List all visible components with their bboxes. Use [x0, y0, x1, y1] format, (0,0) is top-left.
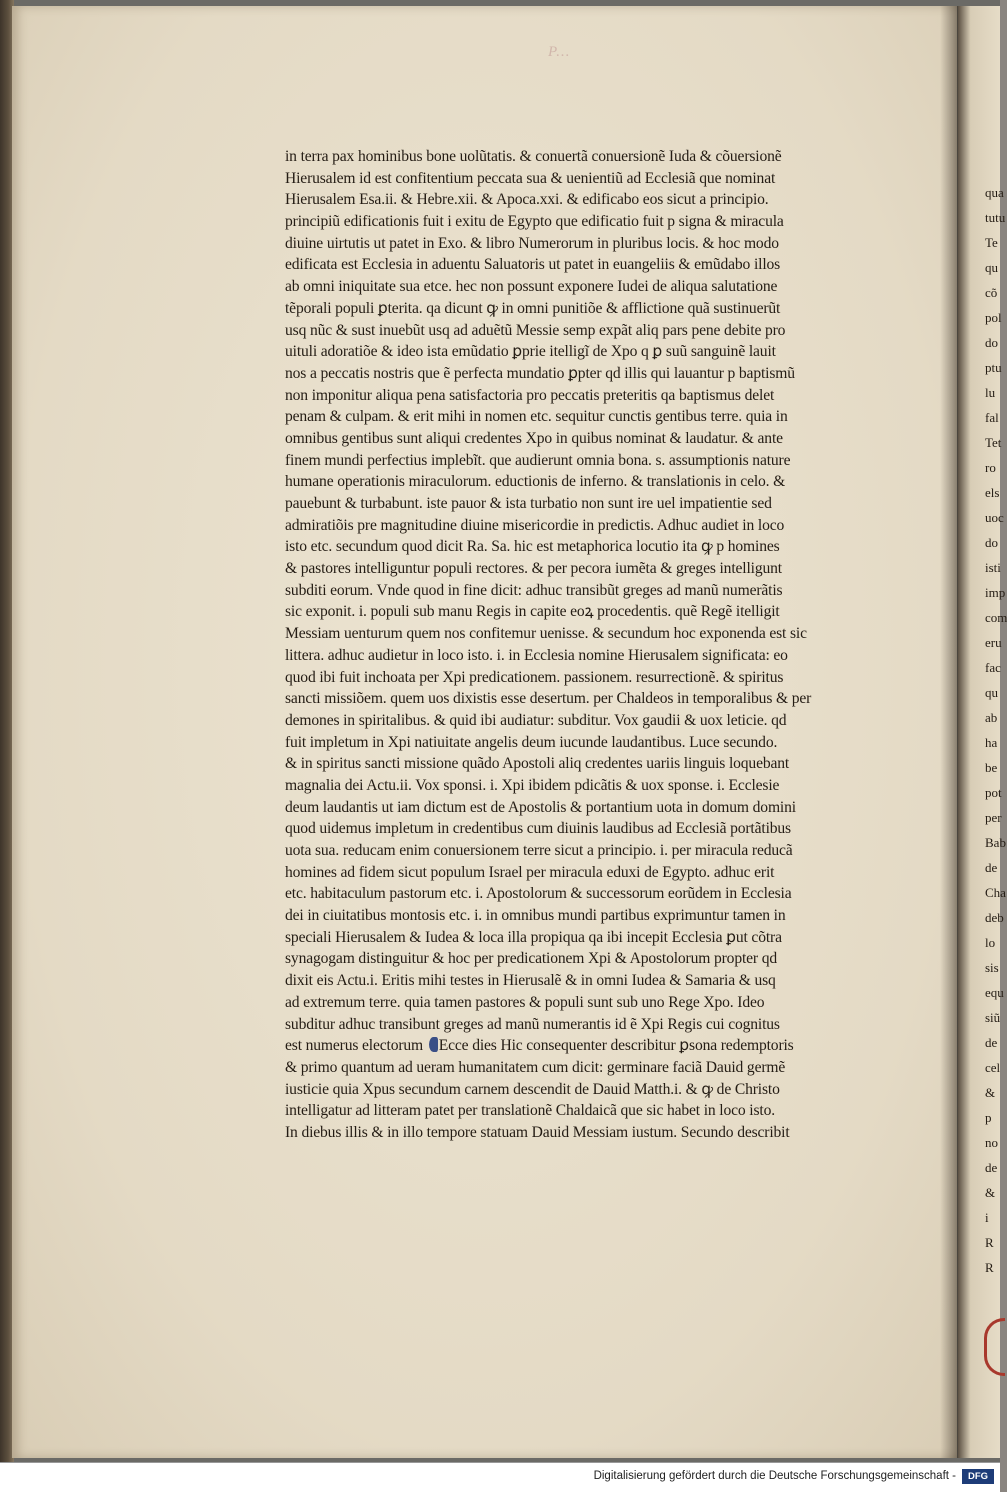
- text-line: littera. adhuc audietur in loco isto. i. in Ecclesia nomine Hierusalem significata: eo: [285, 646, 788, 664]
- right-page-fragment: de: [985, 1035, 998, 1050]
- text-line: iusticie quia Xpus secundum carnem descendit de Dauid Matth.i. & ꝙ de Christo: [285, 1080, 780, 1098]
- right-page-fragment: &: [985, 1185, 996, 1200]
- text-line: synagogam distinguitur & hoc per predicationem Xpi & Apostolorum propter qd: [285, 950, 777, 968]
- text-line: magnalia dei Actu.ii. Vox sponsi. i. Xpi ibidem pdicãtis & uox sponse. i. Ecclesie: [285, 776, 780, 794]
- text-line: & in spiritus sancti missione quãdo Apostoli aliq credentes uariis linguis loquebant: [285, 755, 790, 773]
- right-page-fragment: per: [985, 810, 1002, 825]
- text-line: nos a peccatis nostris que ẽ perfecta mundatio ꝑpter qd illis qui lauantur p baptismũ: [285, 364, 795, 382]
- text-line: finem mundi perfectius implebĩt. que audierunt omnia bona. s. assumptionis nature: [285, 451, 791, 469]
- right-page-fragment: isti: [985, 560, 1001, 575]
- text-line: non imponitur aliqua pena satisfactoria pro peccatis preteritis qa baptismus delet: [285, 386, 775, 404]
- red-initial-mark: [984, 1318, 1005, 1376]
- right-page-fragment: de: [985, 860, 998, 875]
- text-line: Hierusalem id est confitentium peccata sua & uenientiũ ad Ecclesiã que nominat: [285, 169, 776, 187]
- right-page-fragment: qu: [985, 260, 998, 275]
- text-line: ab omni iniquitate sua etce. hec non possunt exponere Iudei de aliqua salutatione: [285, 278, 778, 296]
- text-line: uituli adoratiõe & ideo ista emũdatio ꝑprie itelligĩ de Xpo q ꝑ suũ sanguinẽ lauit: [285, 343, 776, 361]
- pilcrow-rubric-icon: [429, 1037, 438, 1052]
- right-page-fragment: Bab: [985, 835, 1006, 850]
- text-line: usq nũc & sust inuebũt usq ad aduẽtũ Messie semp expãt aliq pars pene debite pro: [285, 321, 786, 339]
- text-line: quod uidemus impletum in credentibus cum diuinis laudibus ad Ecclesiã portãtibus: [285, 820, 791, 838]
- text-line: admiratiõis pre magnitudine diuine misericordie in predictis. Adhuc audiet in loco: [285, 516, 785, 534]
- right-page-fragment: com: [985, 610, 1007, 625]
- right-page-fragment: imp: [985, 585, 1006, 600]
- text-line: humane operationis miraculorum. eductionis de inferno. & translationis in celo. &: [285, 473, 786, 491]
- right-page-fragment: qua: [985, 185, 1004, 200]
- right-page-fragment: cõ: [985, 285, 998, 300]
- right-page-fragment: &: [985, 1085, 996, 1100]
- text-line: dixit eis Actu.i. Eritis mihi testes in Hierusalẽ & in omni Iudea & Samaria & usq: [285, 972, 776, 990]
- text-line: demones in spiritalibus. & quid ibi audiatur: subditur. Vox gaudii & uox leticie. qd: [285, 711, 787, 729]
- text-line: fuit impletum in Xpi natiuitate angelis deum iucunde laudantibus. Luce secundo.: [285, 733, 778, 751]
- right-page-fragment: R: [985, 1260, 994, 1275]
- right-page-fragment: sis: [985, 960, 999, 975]
- right-page-fragment: pol: [985, 310, 1002, 325]
- right-page-fragment: lu: [985, 385, 996, 400]
- text-line: & primo quantum ad ueram humanitatem cum dicit: germinare faciã Dauid germẽ: [285, 1058, 786, 1076]
- text-line: est numerus electorum Ecce dies Hic consequenter describitur ꝑsona redemptoris: [285, 1037, 794, 1055]
- text-line: penam & culpam. & erit mihi in nomen etc. sequitur cunctis gentibus terre. quia in: [285, 408, 788, 426]
- right-page-fragment: Cha: [985, 885, 1006, 900]
- right-page-fragment: do: [985, 335, 998, 350]
- text-line: tẽporali populi ꝑterita. qa dicunt ꝙ in omni punitiõe & afflictione quã sustinuerũt: [285, 299, 781, 317]
- text-line: principiũ edificationis fuit i exitu de Egypto que edificatio fuit p signa & miracula: [285, 213, 784, 231]
- text-line: sic exponit. i. populi sub manu Regis in capite eoꝝ procedentis. quẽ Regẽ itelligit: [285, 603, 780, 621]
- right-page-fragment: be: [985, 760, 998, 775]
- text-line: subditi eorum. Vnde quod in fine dicit: adhuc transibũt greges ad manũ numerãtis: [285, 581, 783, 599]
- dfg-credit-text: Digitalisierung gefördert durch die Deutsche Forschungsgemeinschaft -: [593, 1470, 956, 1482]
- text-line: diuine uirtutis ut patet in Exo. & libro Numerorum in pluribus locis. & hoc modo: [285, 234, 779, 252]
- right-page-fragment: els: [985, 485, 1000, 500]
- text-line: deum laudantis ut iam dictum est de Apostolis & portantium uota in domum domini: [285, 798, 796, 816]
- text-line: & pastores intelliguntur populi rectores. & per pecora iumẽta & greges intelligunt: [285, 560, 782, 578]
- text-line: In diebus illis & in illo tempore statuam Dauid Messiam iustum. Secundo describit: [285, 1123, 790, 1141]
- text-line: dei in ciuitatibus montosis etc. i. in omnibus mundi partibus exprimuntur tamen in: [285, 907, 786, 925]
- text-line: homines ad fidem sicut populum Israel per miracula eduxi de Egypto. adhuc erit: [285, 863, 775, 881]
- right-page-fragment: do: [985, 535, 998, 550]
- text-line: Hierusalem Esa.ii. & Hebre.xii. & Apoca.xxi. & edificabo eos sicut a principio.: [285, 191, 769, 209]
- text-line: ad extremum terre. quia tamen pastores & populi sunt sub uno Rege Xpo. Ideo: [285, 993, 765, 1011]
- right-page-fragment: R: [985, 1235, 994, 1250]
- text-line: uota sua. reducam enim conuersionem terre sicut a principio. i. per miracula reducã: [285, 842, 793, 859]
- right-page-fragment: pot: [985, 785, 1002, 800]
- text-line: isto etc. secundum quod dicit Ra. Sa. hic est metaphorica locutio ita ꝙ p homines: [285, 538, 780, 556]
- text-line: speciali Hierusalem & Iudea & loca illa propiqua qa ibi incepit Ecclesia ꝑut cõtra: [285, 928, 782, 946]
- footer-bar: [0, 1462, 1000, 1492]
- right-page-fragment: ro: [985, 460, 996, 475]
- right-page-fragment: deb: [985, 910, 1004, 925]
- right-page-fragment: fac: [985, 660, 1001, 675]
- dfg-logo: DFG: [962, 1469, 994, 1484]
- text-line: omnibus gentibus sunt aliqui credentes Xpo in quibus nominat & laudatur. & ante: [285, 429, 783, 447]
- text-line: intelligatur ad litteram patet per translationẽ Chaldaicã que sic habet in loco isto.: [285, 1102, 775, 1120]
- text-line: etc. habitaculum pastorum etc. i. Apostolorum & successorum eorũdem in Ecclesia: [285, 885, 792, 903]
- bleed-through-header: P...: [548, 44, 571, 60]
- right-page-fragment: i: [985, 1210, 989, 1225]
- right-page-fragment: equ: [985, 985, 1004, 1000]
- right-page-fragment: uoc: [985, 510, 1004, 525]
- right-page-fragment: qu: [985, 685, 998, 700]
- gutter-shadow: [940, 6, 960, 1458]
- main-text-block: [285, 146, 910, 1144]
- text-line: subditur adhuc transibunt greges ad manũ numerantis id ẽ Xpi Regis cui cognitus: [285, 1015, 780, 1033]
- right-page-fragment: fal: [985, 410, 999, 425]
- right-page-fragment: ptu: [985, 360, 1002, 375]
- right-page-fragment: ab: [985, 710, 998, 725]
- right-page-fragment: p: [985, 1110, 992, 1125]
- right-page-fragment: eru: [985, 635, 1002, 650]
- rubric-line-tail: Ecce dies Hic consequenter describitur ꝑsona redemptoris: [438, 1037, 794, 1055]
- right-page-fragment: lo: [985, 935, 996, 950]
- right-page-fragment: ha: [985, 735, 998, 750]
- right-page-fragment: Tet: [985, 435, 1002, 450]
- text-line: in terra pax hominibus bone uolũtatis. & conuertã conuersionẽ Iuda & cõuersionẽ: [285, 148, 782, 165]
- right-page-fragment: no: [985, 1135, 998, 1150]
- right-page-fragment: Te: [985, 235, 998, 250]
- text-line: quod ibi fuit inchoata per Xpi predicationem. passionem. resurrectionẽ. & spiritus: [285, 668, 784, 686]
- right-page-fragment: cel: [985, 1060, 1001, 1075]
- text-line: Messiam uenturum quem nos confitemur uenisse. & secundum hoc exponenda est sic: [285, 625, 807, 643]
- text-line: sancti missiõem. quem uos dixistis esse desertum. per Chaldeos in temporalibus & per: [285, 690, 812, 708]
- right-page-fragment: tutu: [985, 210, 1006, 225]
- right-page-fragment: siũ: [985, 1010, 1001, 1025]
- text-line: pauebunt & turbabunt. iste pauor & ista turbatio non sunt ire uel impatientie sed: [285, 495, 772, 512]
- text-line: edificata est Ecclesia in aduentu Saluatoris ut patet in euangeliis & emũdabo illos: [285, 256, 781, 274]
- right-page-fragment: de: [985, 1160, 998, 1175]
